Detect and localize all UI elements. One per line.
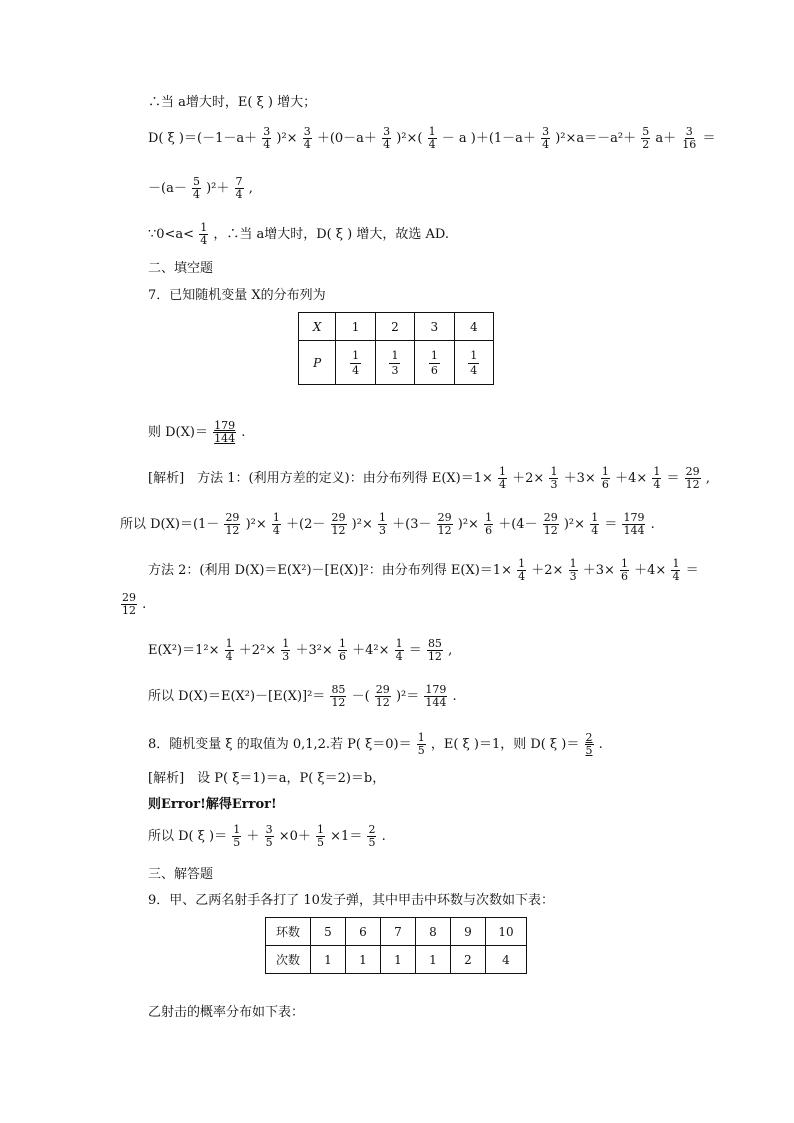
formula-line: D( ξ )＝(－1－a＋ $\frac{3}{4}$ )²× $\frac{3}{4}$ ＋(0－a＋ $\frac{3}{4}$ )²×( $\frac{1}{4}$ － a )＋(1－a＋ $\frac{3}{4}$ )²×a＝－a²＋ $\frac{5}{2}$ a＋ $\frac{3}{16}$ ＝ <box>148 125 716 151</box>
table-header: 次数 <box>266 946 311 974</box>
table-cell: 1 <box>381 946 416 974</box>
table-cell: 10 <box>486 918 527 946</box>
table-cell: 4 <box>454 313 493 341</box>
solution-line: 方法 2：(利用 D(X)＝E(X²)－[E(X)]²：由分布列得 E(X)＝1× $\frac{1}{4}$ ＋2× $\frac{1}{3}$ ＋3× $\frac{1}{6}$ ＋4× $\frac{1}{4}$ ＝ <box>148 557 699 583</box>
solution-line: 则Error!解得Error! <box>148 797 277 812</box>
table-cell: 1 <box>346 946 381 974</box>
table-cell: 4 <box>486 946 527 974</box>
table-cell: 2 <box>375 313 414 341</box>
solution-line: $\frac{29}{12}$ . <box>122 591 147 617</box>
solution-line: E(X²)＝1²× $\frac{1}{4}$ ＋2²× $\frac{1}{3}$ ＋3²× $\frac{1}{6}$ ＋4²× $\frac{1}{4}$ ＝ $\frac{85}{12}$ , <box>148 637 453 663</box>
table-cell: $\frac{1}{4}$ <box>454 341 493 385</box>
solution-line: 所以 D(X)＝(1－ $\frac{29}{12}$ )²× $\frac{1}{4}$ ＋(2－ $\frac{29}{12}$ )²× $\frac{1}{3}$ ＋(3－ $\frac{29}{12}$ )²× $\frac{1}{6}$ ＋(4－ $\frac{29}{12}$ )²× $\frac{1}{4}$ ＝ $\frac{179}{144}$ . <box>120 511 655 537</box>
solution-line: [解析] 方法 1：(利用方差的定义)：由分布列得 E(X)＝1× $\frac{1}{4}$ ＋2× $\frac{1}{3}$ ＋3× $\frac{1}{6}$ ＋4× $\frac{1}{4}$ ＝ $\frac{29}{12}$ , <box>148 465 710 491</box>
table-cell: 1 <box>416 946 451 974</box>
table-header: P <box>299 341 336 385</box>
table-header: X <box>299 313 336 341</box>
question-8: 8．随机变量 ξ 的取值为 0,1,2.若 P( ξ＝0)＝ $\frac{1}{5}$ ，E( ξ )＝1，则 D( ξ )＝ $\frac{2}{5}$ . <box>148 731 603 757</box>
section-heading: 二、填空题 <box>148 261 214 276</box>
table-cell: 7 <box>381 918 416 946</box>
text-line: ∴当 a增大时，E( ξ ) 增大； <box>148 95 317 110</box>
table-cell: 8 <box>416 918 451 946</box>
formula-line: －(a－ $\frac{5}{4}$ )²＋ $\frac{7}{4}$ , <box>148 175 253 201</box>
table-cell: $\frac{1}{6}$ <box>415 341 454 385</box>
table-cell: 5 <box>311 918 346 946</box>
distribution-table-x <box>298 312 494 385</box>
solution-line: 所以 D(X)＝E(X²)－[E(X)]²＝ $\frac{85}{12}$ －( $\frac{29}{12}$ )²＝ $\frac{179}{144}$ . <box>148 683 457 709</box>
table-cell: 1 <box>336 313 375 341</box>
table-cell: 2 <box>451 946 486 974</box>
answer-7: 则 D(X)＝ $\frac{179}{144}$ . <box>148 419 246 445</box>
question-9: 9．甲、乙两名射手各打了 10发子弹，其中甲击中环数与次数如下表： <box>148 893 554 908</box>
solution-line: 所以 D( ξ )＝ $\frac{1}{5}$ ＋ $\frac{3}{5}$ ×0＋ $\frac{1}{5}$ ×1＝ $\frac{2}{5}$ . <box>148 823 386 849</box>
table-cell: 3 <box>415 313 454 341</box>
table-cell: 6 <box>346 918 381 946</box>
question-7: 7．已知随机变量 X的分布列为 <box>148 288 326 303</box>
table-cell: $\frac{1}{4}$ <box>336 341 375 385</box>
table-cell: 1 <box>311 946 346 974</box>
section-heading: 三、解答题 <box>148 867 214 882</box>
table-header: 环数 <box>266 918 311 946</box>
solution-line: [解析] 设 P( ξ＝1)＝a，P( ξ＝2)＝b， <box>148 771 386 786</box>
formula-line: ∵0<a< $\frac{1}{4}$ ，∴当 a增大时，D( ξ ) 增大，故选 AD. <box>148 221 449 247</box>
shooting-table <box>265 917 527 974</box>
text-line: 乙射击的概率分布如下表： <box>148 1005 305 1020</box>
table-cell: 9 <box>451 918 486 946</box>
table-cell: $\frac{1}{3}$ <box>375 341 414 385</box>
